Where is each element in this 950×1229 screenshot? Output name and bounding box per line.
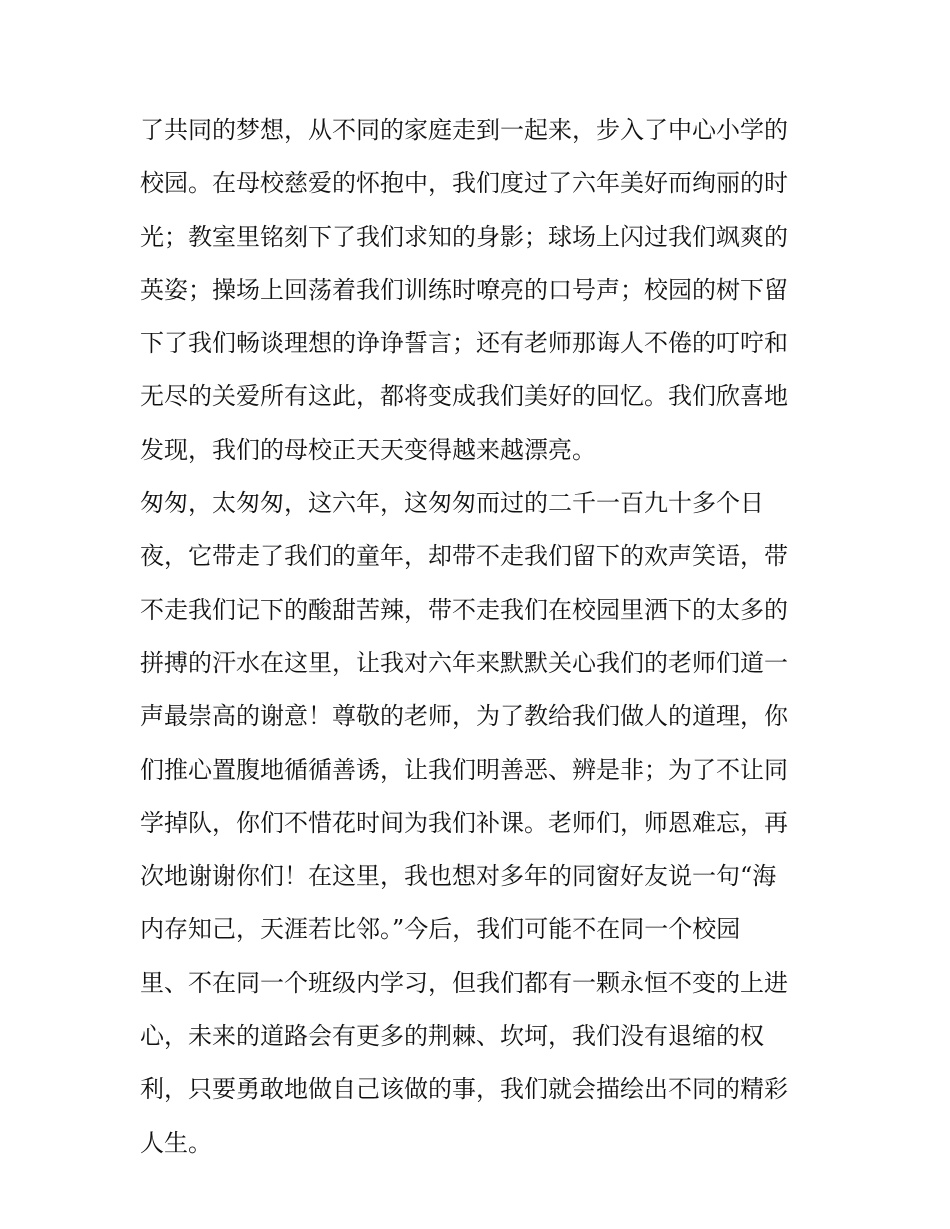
text-line: 利，只要勇敢地做自己该做的事，我们就会描绘出不同的精彩 <box>140 1075 788 1104</box>
text-line: 下了我们畅谈理想的诤诤誓言；还有老师那诲人不倦的叮咛和 <box>140 329 788 358</box>
text-line: 拼搏的汗水在这里，让我对六年来默默关心我们的老师们道一 <box>140 648 788 677</box>
text-line: 内存知己，天涯若比邻。”今后，我们可能不在同一个校园 <box>140 915 741 944</box>
text-line: 人生。 <box>140 1128 212 1157</box>
text-line: 匆匆，太匆匆，这六年，这匆匆而过的二千一百九十多个日 <box>140 489 764 518</box>
text-line: 无尽的关爱所有这此，都将变成我们美好的回忆。我们欣喜地 <box>140 382 788 411</box>
text-line: 声最崇高的谢意！尊敬的老师，为了教给我们做人的道理，你 <box>140 702 788 731</box>
text-line: 校园。在母校慈爱的怀抱中，我们度过了六年美好而绚丽的时 <box>140 169 788 198</box>
text-line: 次地谢谢你们！在这里，我也想对多年的同窗好友说一句“海 <box>140 862 777 891</box>
text-line: 不走我们记下的酸甜苦辣，带不走我们在校园里洒下的太多的 <box>140 595 788 624</box>
text-line: 夜，它带走了我们的童年，却带不走我们留下的欢声笑语，带 <box>140 542 788 571</box>
text-line: 光；教室里铭刻下了我们求知的身影；球场上闪过我们飒爽的 <box>140 222 788 251</box>
body-text <box>140 104 830 1170</box>
text-line: 英姿；操场上回荡着我们训练时嘹亮的口号声；校园的树下留 <box>140 275 788 304</box>
text-line: 发现，我们的母校正天天变得越来越漂亮。 <box>140 435 596 464</box>
text-line: 们推心置腹地循循善诱，让我们明善恶、辨是非；为了不让同 <box>140 755 788 784</box>
text-line: 里、不在同一个班级内学习，但我们都有一颗永恒不变的上进 <box>140 968 788 997</box>
text-line: 心，未来的道路会有更多的荆棘、坎坷，我们没有退缩的权 <box>140 1022 764 1051</box>
text-line: 了共同的梦想，从不同的家庭走到一起来，步入了中心小学的 <box>140 116 788 144</box>
text-line: 学掉队，你们不惜花时间为我们补课。老师们，师恩难忘，再 <box>140 808 788 837</box>
